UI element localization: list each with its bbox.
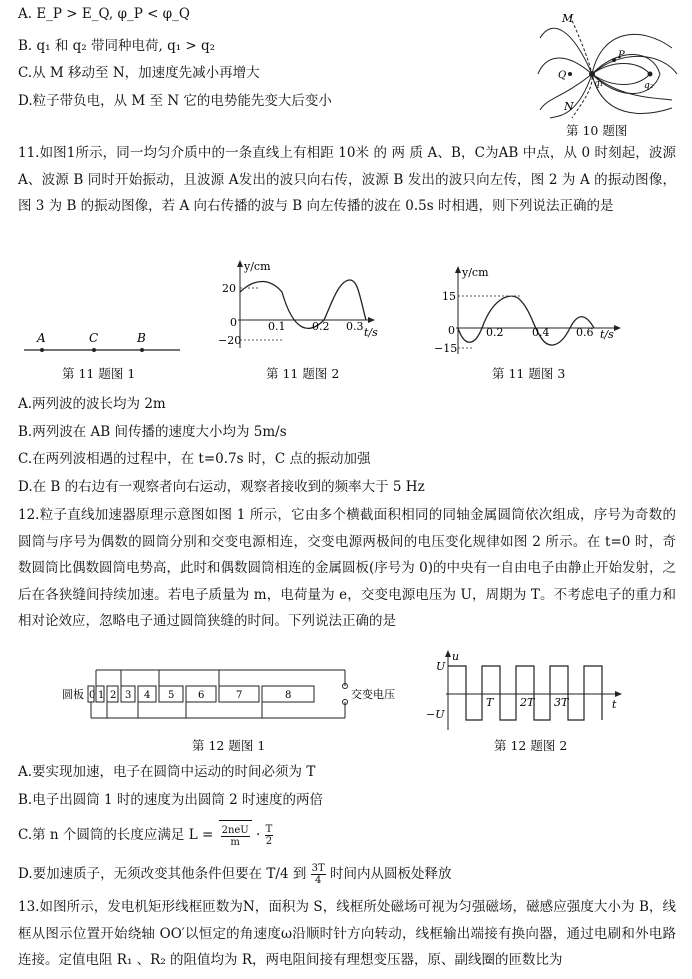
q11-fig3-xtick-2: 0.4 <box>532 326 550 339</box>
q13-stem: 13.如图所示，发电机矩形线框匝数为N，面积为 S，线框所处磁场可视为匀强磁场，磁感应强度大小为 B，线框从图示位置开始绕轴 OO′以恒定的角速度ω沿顺时针方向转动，线框输出端接有换向器，通过电刷和外电路连接。定值电阻 R₁ 、R₂ 的阻值均为 R，两电阻间接有理想变压器，原、副线圈的匝数比为 <box>18 899 676 968</box>
q12-option-c-sqrt-den: m <box>230 837 240 848</box>
q12-fig2-xlabel: t <box>612 698 617 711</box>
label-q1: q₁ <box>594 79 604 89</box>
q11-fig3-xtick-3: 0.6 <box>576 326 594 339</box>
q11-fig1 <box>22 320 182 360</box>
q12-fig2-ylabel: u <box>452 650 460 663</box>
q12-option-c-prefix: C.第 n 个圆筒的长度应满足 L = <box>18 827 214 843</box>
tube-4: 4 <box>144 690 151 701</box>
q11-fig3-ytick-top: 15 <box>442 290 456 303</box>
q12-option-d-prefix: D.要加速质子，无须改变其他条件但要在 T/4 到 <box>18 866 307 882</box>
q10-figure-caption: 第 10 题图 <box>566 123 628 138</box>
tube-8: 8 <box>285 690 292 701</box>
q10-field-line-figure <box>532 8 682 120</box>
q12-fig2-ytop: U <box>436 660 446 673</box>
q11-fig2-ytick-top: 20 <box>222 282 236 295</box>
label-q2: q₂ <box>644 81 654 91</box>
tube-0: 0 <box>89 690 96 701</box>
q11-fig2-ytick-zero: 0 <box>230 316 237 329</box>
tube-2: 2 <box>110 690 117 701</box>
q11-fig3-ytick-zero: 0 <box>448 324 455 337</box>
label-n: N <box>564 100 574 113</box>
q11-option-a: A.两列波的波长均为 2m <box>18 396 166 412</box>
label-p: P <box>618 50 625 61</box>
q10-option-b: B. q₁ 和 q₂ 带同种电荷, q₁ > q₂ <box>18 38 216 54</box>
q11-fig3 <box>430 264 630 358</box>
q11-option-d: D.在 B 的右边有一观察者向右运动，观察者接收到的频率大于 5 Hz <box>18 479 425 495</box>
q10-option-d: D.粒子带负电，从 M 至 N 它的电势能先变大后变小 <box>18 93 332 109</box>
point-b-label: B <box>137 331 146 345</box>
tube-5: 5 <box>168 690 175 701</box>
q10-option-a: A. E_P > E_Q, φ_P < φ_Q <box>18 6 190 22</box>
q12-fig1-accelerator <box>60 660 400 726</box>
q11-fig2-xtick-1: 0.1 <box>268 320 286 333</box>
point-a-label: A <box>37 331 46 345</box>
q12-option-b: B.电子出圆筒 1 时的速度为出圆筒 2 时速度的两倍 <box>18 792 324 808</box>
q11-fig2-ylabel: y/cm <box>244 260 271 273</box>
source-label: 交变电压 <box>351 688 395 701</box>
q11-fig2-xtick-2: 0.2 <box>312 320 330 333</box>
q12-option-c-sqrt <box>219 820 252 851</box>
q12-option-c-frac-num: T <box>265 824 273 835</box>
q12-fig1-caption: 第 12 题图 1 <box>192 738 266 753</box>
q11-fig3-ylabel: y/cm <box>462 266 489 279</box>
q12-fig2-ybottom: −U <box>426 708 445 721</box>
q12-fig2-tick-3t: 3T <box>554 696 569 709</box>
q12-option-d-frac-num: 3T <box>311 863 325 874</box>
q11-fig2-xlabel: t/s <box>364 326 378 339</box>
q12-option-c: C.第 n 个圆筒的长度应满足 L = $\frac{\text{2neU}}{m}$ · $\frac{T}{2}$ <box>18 820 273 850</box>
q11-fig3-ytick-bottom: −15 <box>434 342 458 355</box>
tube-1: 1 <box>98 690 105 701</box>
q11-fig1-caption: 第 11 题图 1 <box>62 366 136 381</box>
q12-option-d-frac-den: 4 <box>314 875 322 886</box>
q12-option-c-frac-den: 2 <box>265 836 273 847</box>
q11-fig2 <box>210 258 380 356</box>
label-q: Q <box>558 70 567 81</box>
q11-fig2-xtick-3: 0.3 <box>346 320 364 333</box>
label-m: M <box>562 12 574 25</box>
q10-option-c: C.从 M 移动至 N，加速度先减小再增大 <box>18 65 260 81</box>
tube-6: 6 <box>198 690 205 701</box>
q12-stem: 12.粒子直线加速器原理示意图如图 1 所示，它由多个横截面积相同的同轴金属圆筒依次组成，序号为奇数的圆筒与序号为偶数的圆筒分别和交变电源相连，交变电源两极间的电压变化规律如图 2 所示。在 t=0 时，奇数圆筒比偶数圆筒电势高，此时和偶数圆筒相连的金属圆板(序号为 0)的中央有一自由电子由静止开始发射，之后在各狭缝间持续加速。若电子质量为 m，电荷量为 e，交变电源电压为 U，周期为 T。不考虑电子的重力和相对论效应，忽略电子通过圆筒狭缝的时间。下列说法正确的是 <box>18 507 676 629</box>
q12-fig2-square-wave <box>426 650 626 732</box>
plate-label: 圆板 <box>62 688 84 701</box>
q11-fig3-xlabel: t/s <box>600 328 614 341</box>
q11-fig3-caption: 第 11 题图 3 <box>492 366 566 381</box>
q12-option-c-sqrt-num: 2neU <box>221 825 249 836</box>
q11-fig2-caption: 第 11 题图 2 <box>266 366 340 381</box>
q11-fig3-xtick-1: 0.2 <box>486 326 504 339</box>
q12-fig2-caption: 第 12 题图 2 <box>494 738 568 753</box>
q12-option-a: A.要实现加速，电子在圆筒中运动的时间必须为 T <box>18 764 316 780</box>
q11-stem: 11.如图1所示，同一均匀介质中的一条直线上有相距 10米 的 两 质 A、B，C为AB 中点，从 0 时刻起，波源 A、波源 B 同时开始振动，且波源 A发出的波只向右传，波源 B 发出的波只向左传，图 2 为 A 的振动图像，图 3 为 B 的振动图像，若 A 向右传播的波与 B 向左传播的波在 0.5s 时相遇，则下列说法正确的是 <box>18 145 676 214</box>
q11-fig2-ytick-bottom: −20 <box>218 334 242 347</box>
tube-3: 3 <box>125 690 132 701</box>
point-c-label: C <box>89 331 99 345</box>
q12-option-d <box>18 860 452 888</box>
q12-fig2-tick-2t: 2T <box>520 696 535 709</box>
tube-7: 7 <box>236 690 243 701</box>
q11-option-b: B.两列波在 AB 间传播的速度大小均为 5m/s <box>18 424 287 440</box>
q11-option-c: C.在两列波相遇的过程中，在 t=0.7s 时，C 点的振动加强 <box>18 451 371 467</box>
q12-fig2-tick-t: T <box>486 696 494 709</box>
q12-option-d-suffix: 时间内从圆板处释放 <box>330 866 452 882</box>
